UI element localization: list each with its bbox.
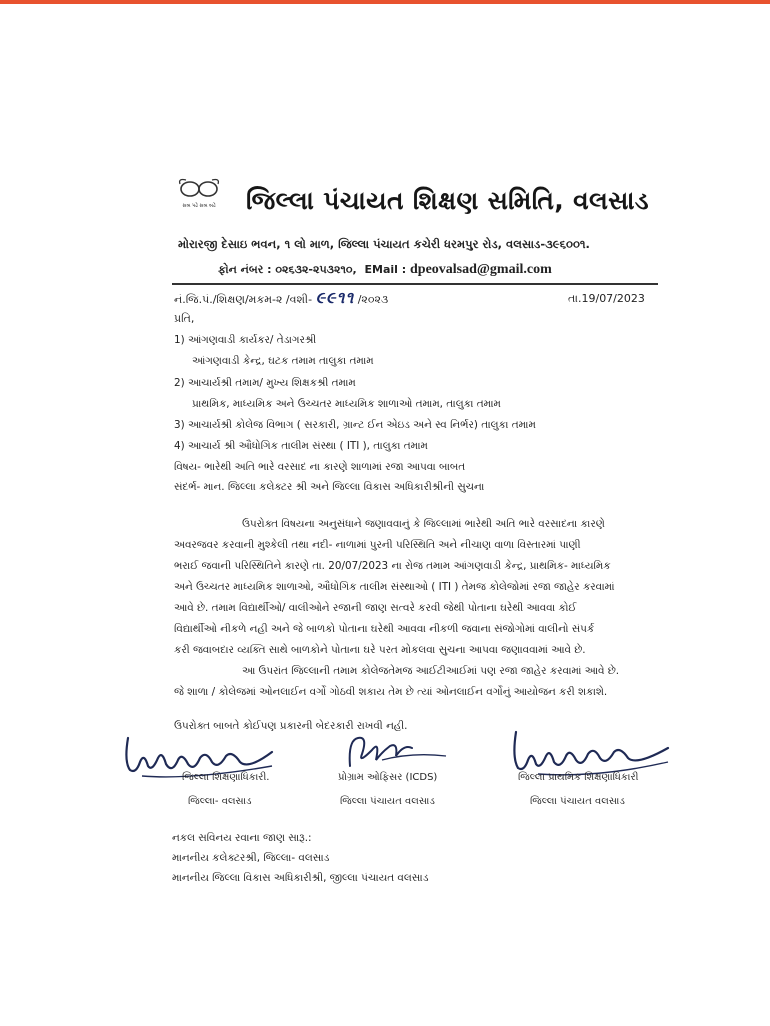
signatory-3-title: જિલ્લા પ્રાથમિક શિક્ષણાધિકારી	[518, 772, 639, 783]
email-address: dpeovalsad@gmail.com	[410, 262, 552, 277]
body-line: ભરાઈ જવાની પરિસ્થિતિને કારણે તા. 20/07/2023 ના રોજ તમામ આંગણવાડી કેન્દ્ર, પ્રાથમિક- માધ્યમિક	[174, 560, 611, 572]
recipients-heading: પ્રતિ,	[174, 312, 195, 325]
phone-number: ફોન નંબર : ૦૨૬૩૨-૨૫૩૨૧૦,	[218, 263, 357, 276]
recipient-line: 4) આચાર્ય શ્રી ઔધોગિક તાલીમ સંસ્થા ( ITI ), તાલુકા તમામ	[174, 440, 428, 452]
org-title: જિલ્લા પંચાયત શિક્ષણ સમિતિ, વલસાડ	[246, 186, 649, 215]
recipient-line: 1) આંગણવાડી કાર્યકર/ તેડાગરશ્રી	[174, 334, 317, 346]
letter-date: તા.19/07/2023	[568, 292, 645, 305]
signatory-3-place: જિલ્લા પંચાયત વલસાડ	[530, 796, 625, 807]
body-line: આવે છે. તમામ વિદ્યાર્થીઓ/ વાલીઓને રજાની જાણ સત્વરે કરવી જેથી પોતાના ઘરેથી આવવા કોઈ	[174, 602, 577, 614]
recipient-line: 2) આચાર્યશ્રી તમામ/ મુખ્ય શિક્ષકશ્રી તમામ	[174, 377, 356, 389]
letter-page	[118, 150, 678, 884]
copy-to-heading: નકલ સવિનય રવાના જાણ સારૂ.:	[172, 832, 312, 844]
body-line: અને ઉચ્ચતર માધ્યમિક શાળાઓ, ઔધોગિક તાલીમ સંસ્થાઓ ( ITI ) તેમજ કોલેજોમાં રજા જાહેર કરવામાં	[174, 581, 615, 593]
org-address: મોરારજી દેસાઇ ભવન, ૧ લો માળ, જિલ્લા પંચાયત કચેરી ધરમપુર રોડ, વલસાડ-૩૯૬૦૦૧.	[178, 237, 590, 251]
body-line: કરી જવાબદાર વ્યક્તિ સાથે બાળકોને પોતાના ઘરે પરત મોકલવા સુચના આપવા જણાવવામાં આવે છે.	[174, 644, 586, 656]
signatory-2-place: જિલ્લા પંચાયત વલસાડ	[340, 796, 435, 807]
signatory-2-title: પ્રોગ્રામ ઓફિસર (ICDS)	[338, 772, 438, 783]
body-line: અવરજવર કરવાની મુશ્કેલી તથા નદી- નાળામાં પુરની પરિસ્થિતિ અને નીચાણ વાળા વિસ્તારમાં પાણી	[174, 539, 581, 551]
copy-to-line: માનનીય કલેક્ટરશ્રી, જિલ્લા- વલસાડ	[172, 852, 330, 864]
recipient-line: આંગણવાડી કેન્દ્ર, ઘટક તમામ તાલુકા તમામ	[192, 355, 374, 367]
body-line: ઉપરોક્ત વિષયના અનુસંધાને જણાવવાનું કે જિલ્લામાં ભારેથી અતિ ભારે વરસાદના કારણે	[242, 518, 605, 530]
signature-3-icon	[508, 728, 678, 778]
header-divider	[172, 283, 658, 285]
signature-2-icon	[342, 730, 452, 778]
context-line: સંદર્ભ- માન. જિલ્લા કલેક્ટર શ્રી અને જિલ્લા વિકાસ અધિકારીશ્રીની સુચના	[174, 481, 485, 493]
body-line: આ ઉપરાંત જિલ્લાની તમામ કોલેજતેમજ આઈટીઆઈમાં પણ રજા જાહેર કરવામાં આવે છે.	[242, 665, 620, 677]
reference-prefix: નં.જિ.પં./શિક્ષણ/મકમ-૨ /વશી-	[174, 293, 313, 306]
body-line: વિદ્યાર્થીઓ નીકળે નહી અને જે બાળકો પોતાના ઘરેથી આવવા નીકળી જવાના સંજોગોમાં વાલીનો સંપર્ક	[174, 623, 595, 635]
closing-line: ઉપરોક્ત બાબતે કોઈપણ પ્રકારની બેદરકારી રાખવી નહી.	[174, 720, 408, 732]
logo-icon	[174, 174, 224, 212]
reference-handwritten-number: ૯૯૧૧	[315, 290, 355, 307]
recipient-line: પ્રાથમિક, માધ્યમિક અને ઉચ્ચતર માધ્યમિક શાળાઓ તમામ, તાલુકા તમામ	[192, 398, 501, 410]
org-contact	[218, 262, 552, 278]
signatory-1-place: જિલ્લા- વલસાડ	[188, 796, 252, 807]
reference-number	[174, 290, 388, 308]
email-label: EMail :	[364, 263, 407, 276]
reference-suffix: /૨૦૨૩	[357, 293, 389, 306]
top-accent-bar	[0, 0, 770, 4]
logo-caption: સબ પઢે સબ બઢે	[182, 203, 216, 209]
body-line: જે શાળા / કોલેજમાં ઓનલાઈન વર્ગો ગોઠવી શકાય તેમ છે ત્યાં ઓનલાઈન વર્ગોનું આયોજન કરી શકાશે.	[174, 686, 608, 698]
subject-line: વિષય- ભારેથી અતિ ભારે વરસાદ ના કારણે શાળામાં રજા આપવા બાબત	[174, 461, 466, 473]
copy-to-line: માનનીય જિલ્લા વિકાસ અધિકારીશ્રી, જીલ્લા પંચાયત વલસાડ	[172, 872, 429, 884]
recipient-line: 3) આચાર્યશ્રી કોલેજ વિભાગ ( સરકારી, ગ્રાન્ટ ઈન એઇડ અને સ્વ નિર્ભર) તાલુકા તમામ	[174, 419, 536, 431]
signatory-1-title: જિલ્લા શિક્ષણાધિકારી.	[182, 772, 270, 783]
